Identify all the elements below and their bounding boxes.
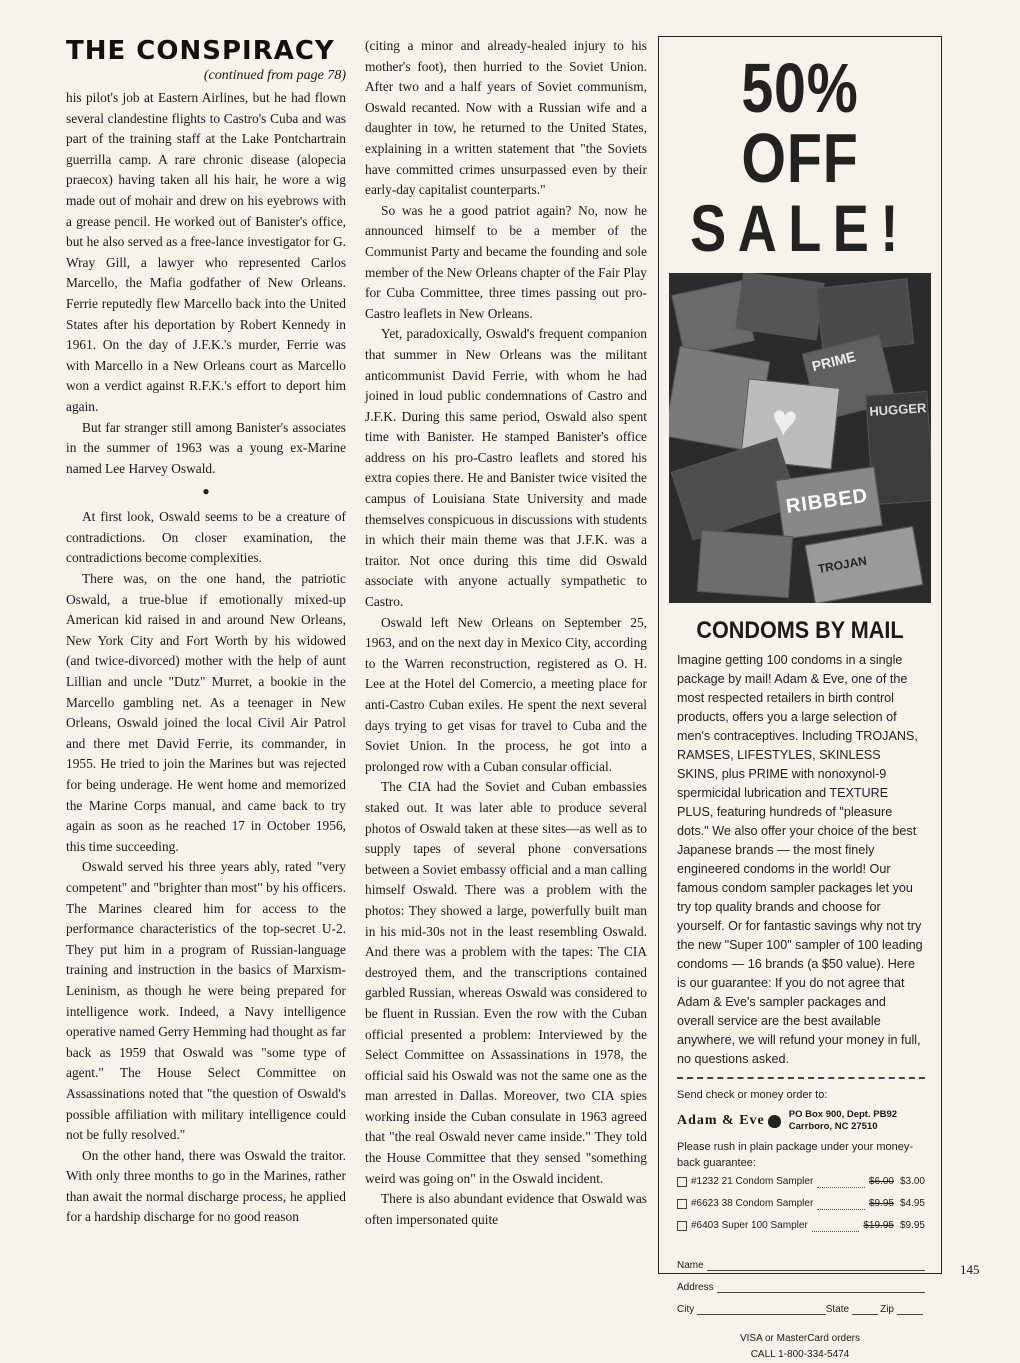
city-line[interactable]: [697, 1299, 826, 1315]
dot-leader: [817, 1199, 865, 1210]
dot-leader: [817, 1177, 865, 1188]
order-old-price: $6.00: [868, 1176, 894, 1187]
paragraph: So was he a good patriot again? No, now he announced himself to be a member of the Communist Party and became the founding and sole member of the New Orleans chapter of the Fair Play for Cuba Committee, three times passing out pro-Castro leaflets in New Orleans.: [365, 202, 647, 321]
order-price: $4.95: [899, 1198, 925, 1209]
rush-instructions: Please rush in plain package under your money-back guarantee:: [677, 1141, 914, 1169]
company-address: [789, 1109, 897, 1133]
address-line-2: Carrboro, NC 27510: [788, 1121, 878, 1132]
package-box: [697, 530, 793, 598]
dot-leader: [812, 1221, 860, 1232]
address-line[interactable]: [717, 1277, 925, 1293]
ad-title: CONDOMS BY MAIL: [696, 617, 904, 644]
order-old-price: $19.95: [863, 1220, 894, 1231]
checkbox-icon[interactable]: [677, 1177, 687, 1187]
coupon-cut-line: [677, 1077, 925, 1079]
article-headline: THE CONSPIRACY: [66, 36, 335, 66]
package-box: HUGGER: [865, 391, 931, 505]
order-option[interactable]: [659, 1215, 941, 1237]
address-label: Address: [677, 1282, 714, 1293]
paragraph: his pilot's job at Eastern Airlines, but he had flown several clandestine flights to Castro's Cuba and was part of the training staff at the Lake Pontchartrain guerrilla camp. A rare chronic disease (alopecia praecox) having taken all his hair, he wore a wig made out of mohair and drew on his eyebrows with a grease pencil. He worked out of Banister's office, but he also served as a free-lance investigator for G. Wray Gill, a lawyer who represented Carlos Marcello, the Mafia godfather of New Orleans. Ferrie reputedly flew Marcello back into the United States after his deportation by Robert Kennedy in 1961. On the day of J.F.K.'s murder, Ferrie was with Marcello in a New Orleans court as Marcello won a verdict against R.F.K.'s effort to deport him again.: [66, 90, 346, 414]
checkbox-icon[interactable]: [677, 1221, 687, 1231]
apple-logo-icon: [768, 1115, 781, 1128]
paragraph: There was, on the one hand, the patriotic Oswald, a true-blue if emotionally mixed-up American kid raised in and around New Orleans, New York City and Fort Worth by his widowed (and twice-divorced) mother with the help of aunt Lillian and uncle "Dutz" Murret, a bookie in the Marcello gambling net. As a teenager in New Orleans, Oswald joined the local Civil Air Patrol and there met David Ferrie, its commander, in 1955. He tried to join the Marines but was rejected for being underage. He went home and memorized the Marine Corps manual, and came back to try again as soon as he reached 17 in October 1956, this time succeeding.: [66, 571, 346, 854]
send-instructions: Send check or money order to:: [677, 1089, 828, 1101]
address-field[interactable]: [659, 1277, 941, 1299]
package-box: PRIME: [802, 334, 897, 421]
order-label: #6403 Super 100 Sampler: [691, 1220, 808, 1231]
order-price: $9.95: [899, 1220, 925, 1231]
name-label: Name: [677, 1260, 704, 1271]
card-orders-text: VISA or MasterCard orders: [739, 1333, 861, 1344]
page-number: 145: [960, 1262, 980, 1277]
order-old-price: $9.95: [868, 1198, 894, 1209]
package-box: [735, 273, 824, 340]
paragraph: On the other hand, there was Oswald the traitor. With only three months to go in the Marines, rather than await the normal discharge process, he applied for a hardship discharge for no good reason: [66, 1147, 346, 1225]
name-field[interactable]: [659, 1255, 941, 1277]
company-name: Adam & Eve: [677, 1113, 765, 1128]
company-block: [659, 1103, 941, 1139]
paragraph: There is also abundant evidence that Oswald was often impersonated quite: [365, 1191, 647, 1227]
ad-headline-discount: 50% OFF: [741, 49, 859, 197]
checkbox-icon[interactable]: [677, 1199, 687, 1209]
paragraph: But far stranger still among Banister's associates in the summer of 1963 was a young ex-Marine named Lee Harvey Oswald.: [66, 419, 346, 476]
city-state-zip-field[interactable]: [659, 1299, 941, 1321]
address-line-1: PO Box 900, Dept. PB92: [788, 1109, 898, 1120]
zip-label: Zip: [880, 1304, 894, 1315]
paragraph: (citing a minor and already-healed injury to his mother's foot), then hurried to the Soviet Union. After two and a half years of Soviet communism, Oswald recanted. Now with a Russian wife and a daughter in tow, he returned to the United States, explaining in a written statement that "the Soviets have committed crimes unsurpassed even by their early-day capitalist counterparts.": [365, 38, 647, 198]
phone-order-info: [659, 1331, 941, 1363]
order-option[interactable]: [659, 1171, 941, 1193]
package-box: RIBBED: [775, 466, 882, 539]
package-box: TROJAN: [805, 526, 924, 603]
zip-line[interactable]: [897, 1299, 923, 1315]
state-label: State: [825, 1304, 850, 1315]
section-bullet: ●: [202, 484, 210, 499]
paragraph: The CIA had the Soviet and Cuban embassies staked out. It was later able to produce several photos of Oswald taken at these sites—as well as to supply tapes of several phone conversations between a Soviet embassy official and a man calling himself Oswald. There was a problem with the photos: They showed a large, powerfully built man in his mid-30s not in the least resembling Oswald. And there was a problem with the tapes: The CIA destroyed them, and the transcriptions contained garbled Russian, whereas Oswald was considered to be fluent in Russian. Even the row with the Cuban official presented a problem: Interviewed by the Select Committee on Assassinations in 1978, the official said his Oswald was not the same one as the man arrested in Dallas. Moreover, two CIA spies working inside the Cuban consulate in 1963 agreed that "the real Oswald never came inside." They told the House Committee that they sensed "something weird was going on" in the Oswald incident.: [365, 779, 647, 1186]
order-label: #6623 38 Condom Sampler: [691, 1198, 814, 1209]
product-photo: [669, 273, 931, 603]
advertisement: [658, 36, 942, 1360]
order-label: #1232 21 Condom Sampler: [691, 1176, 814, 1187]
ad-body-text: Imagine getting 100 condoms in a single package by mail! Adam & Eve, one of the most respected retailers in birth control products, offers you a large selection of men's contraceptives. Including TROJANS, RAMSES, LIFESTYLES, SKINLESS SKINS, plus PRIME with nonoxynol-9 spermicidal lubrication and TEXTURE PLUS, featuring hundreds of "pleasure dots." We also offer your choice of the best Japanese brands — the most finely engineered condoms in the world! Our famous condom sampler packages let you try top quality brands and choose for yourself. Or for fantastic savings why not try the new "Super 100" sampler of 100 leading condoms — 16 brands (a $50 value). Here is our guarantee: If you do not agree that Adam & Eve's sampler packages and overall service are the best available anywhere, we will refund your money in full, no questions asked.: [677, 653, 923, 1066]
continued-note: (continued from page 78): [203, 68, 346, 83]
article-column-1: [66, 36, 346, 1228]
ad-headline-sale: SALE!: [690, 191, 910, 265]
name-line[interactable]: [707, 1255, 925, 1271]
paragraph: Oswald served his three years ably, rated "very competent" and "brighter than most" by his officers. The Marines cleared him for access to the performance characteristics of the top-secret U-2. They put him in a program of Russian-language training and instruction in the basics of Marxism-Leninism, as though he were being prepared for intelligence work. Indeed, a Navy intelligence operative named Gerry Hemming had thought as far back as 1959 that Oswald was "some type of agent." The House Select Committee on Assassinations noted that "the question of Oswald's possible affiliation with military intelligence could not be fully resolved.": [66, 859, 346, 1143]
paragraph: Oswald left New Orleans on September 25, 1963, and on the next day in Mexico City, according to the Warren reconstruction, registered as O. H. Lee at the Hotel del Comercio, a meeting place for anti-Castro Cuban exiles. He spent the next several days trying to get visas for travel to Cuba and the Soviet Union. In the process, he got into a prolonged row with a Cuban consular official.: [365, 614, 647, 774]
phone-number: CALL 1-800-334-5474: [750, 1349, 850, 1360]
order-option[interactable]: [659, 1193, 941, 1215]
state-line[interactable]: [852, 1299, 878, 1315]
city-label: City: [677, 1304, 695, 1315]
paragraph: Yet, paradoxically, Oswald's frequent companion that summer in New Orleans was the militant anticommunist David Ferrie, with whom he had joined in loud public condemnations of Castro and J.F.K. During this same period, Oswald also spent time with Banister. He stamped Banister's office address on his pro-Castro leaflets and stored his extra copies there. He and Banister twice visited the campus of Louisiana State University and made themselves conspicuous in discussions with students in which their main theme was that J.F.K. was a traitor. Not once during this time did Oswald associate with anyone actually sympathetic to Castro.: [365, 326, 647, 610]
paragraph: At first look, Oswald seems to be a creature of contradictions. On closer examination, the contradictions become complexities.: [66, 509, 346, 566]
article-column-2: [365, 36, 647, 1230]
order-price: $3.00: [899, 1176, 925, 1187]
heart-icon: ♥: [768, 395, 800, 447]
